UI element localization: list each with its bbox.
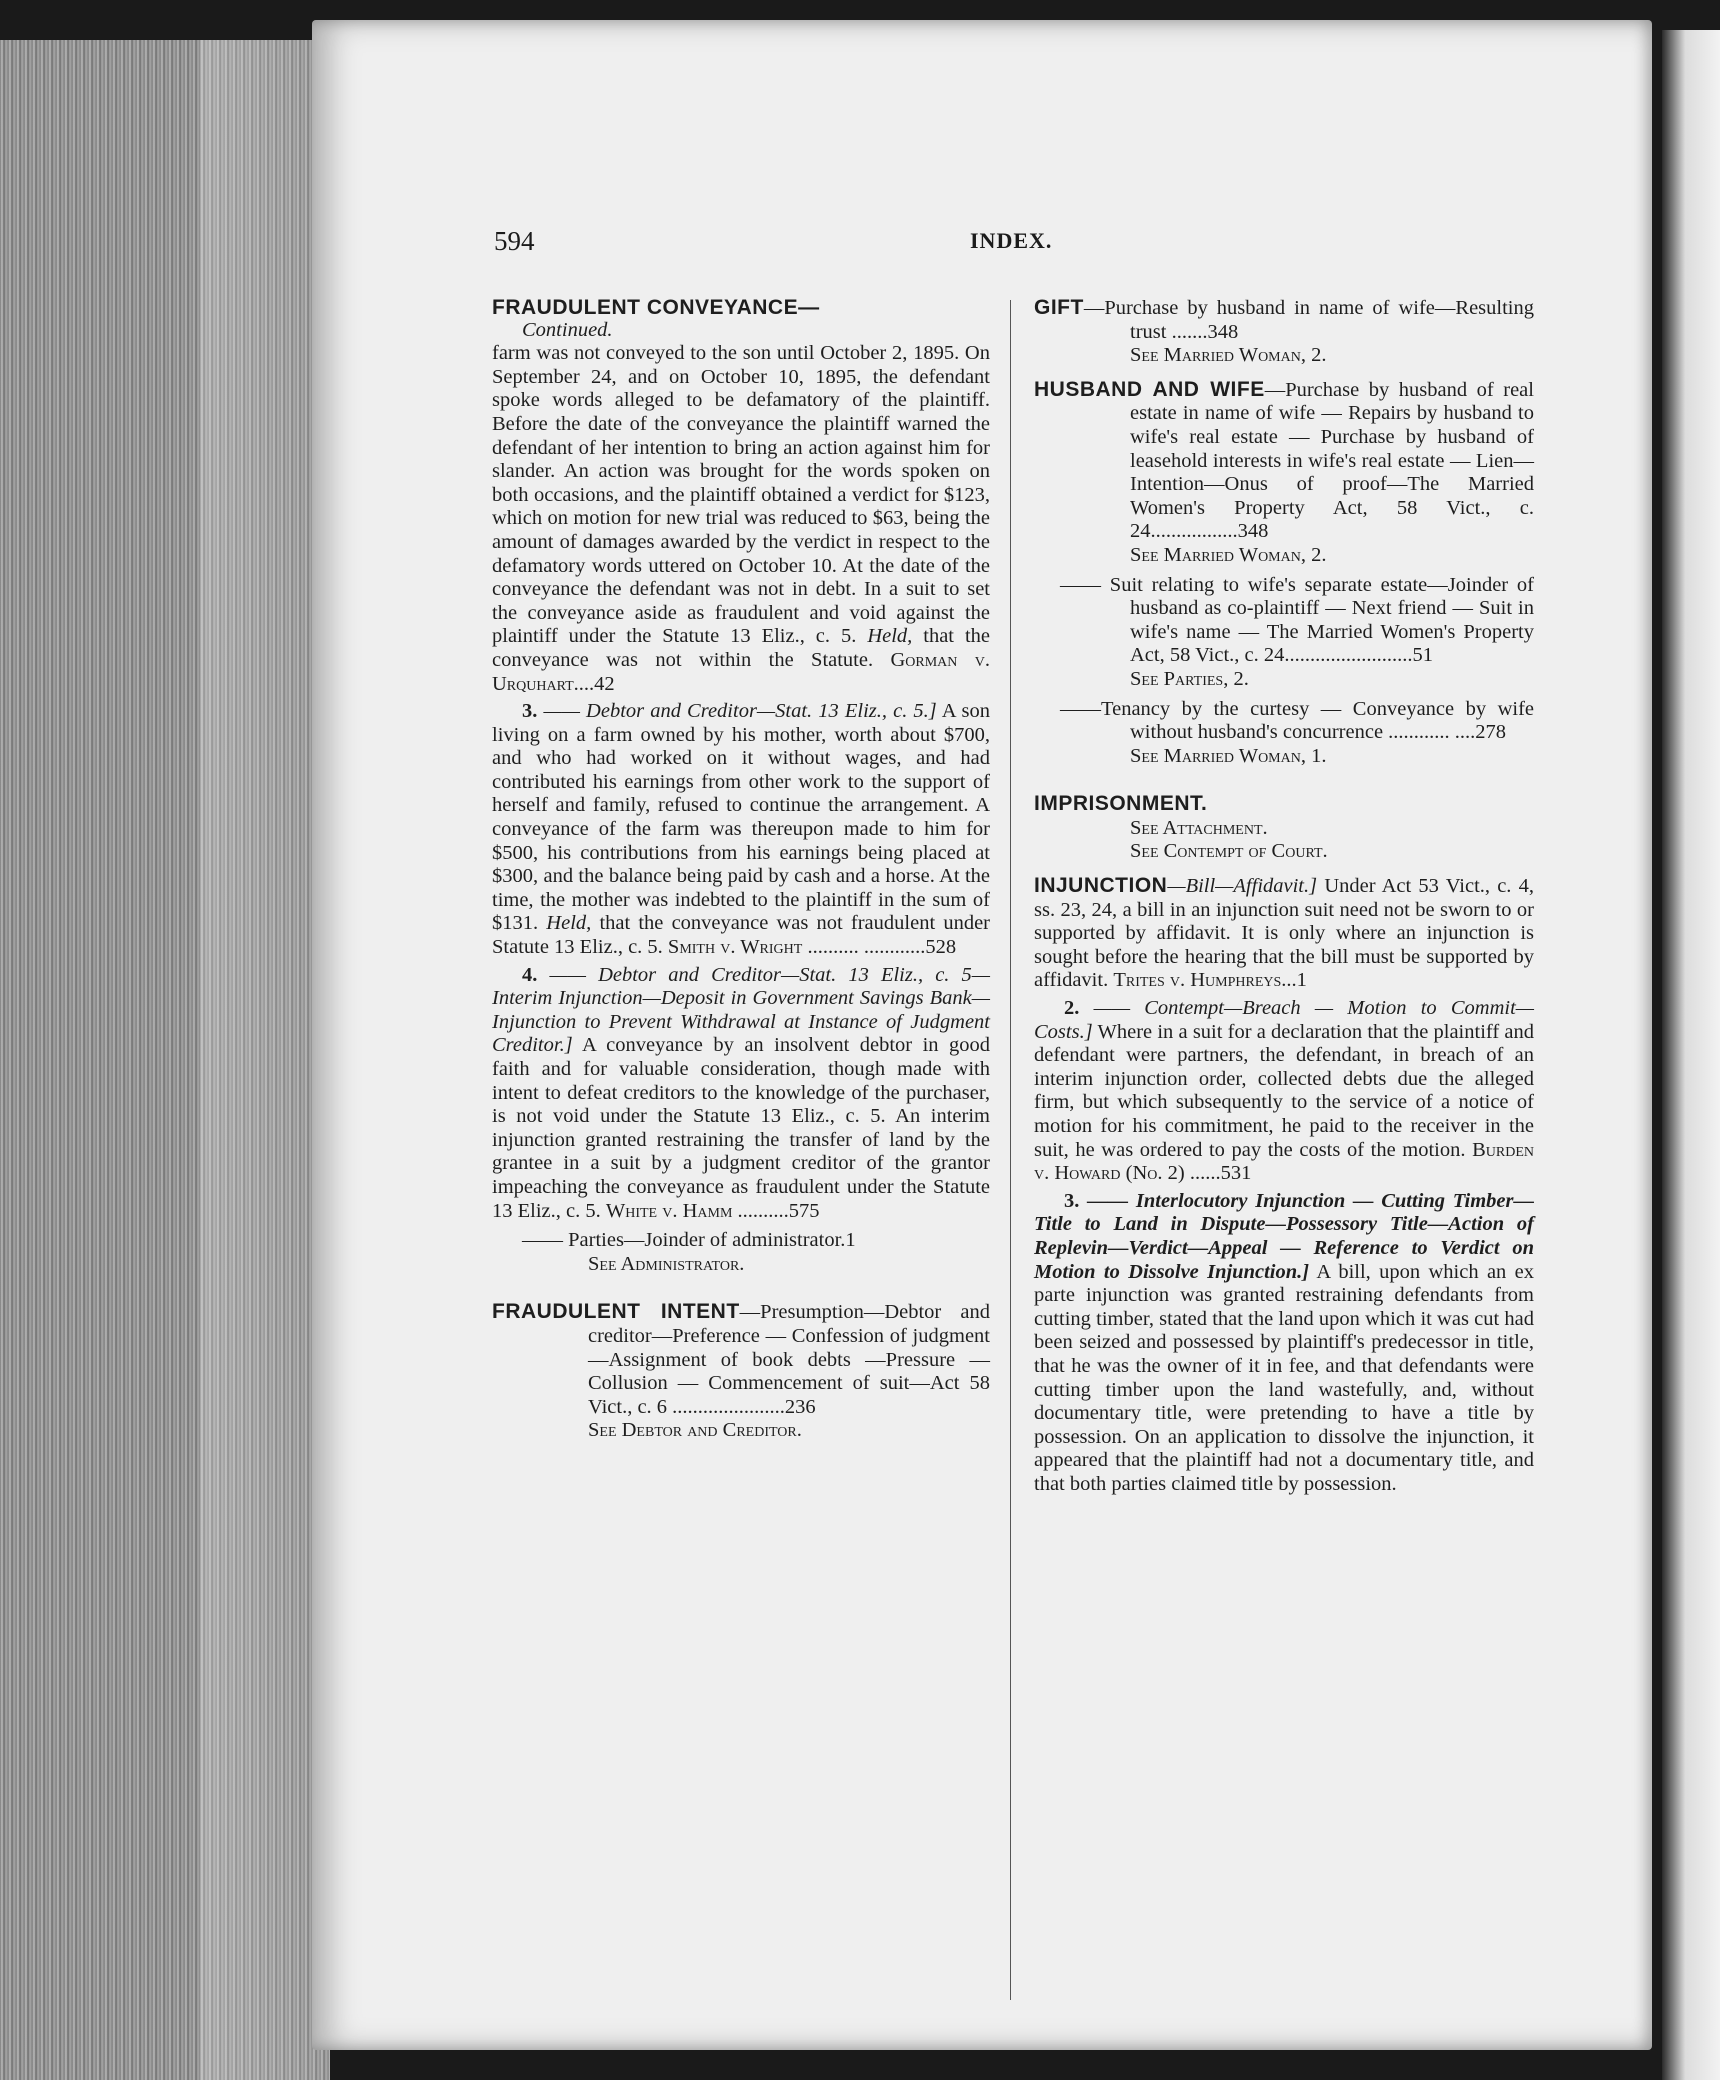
entry-gift bbox=[1034, 296, 1534, 344]
entry-fraudulent-intent bbox=[492, 1300, 990, 1419]
book-page-edges bbox=[0, 40, 330, 2080]
entry-number: 4. bbox=[522, 963, 538, 986]
see-also bbox=[1034, 344, 1534, 368]
entry-body-tail: that the conveyance was not within the Statute. bbox=[492, 625, 990, 671]
entry-subtitle: —Bill—Affidavit.] bbox=[1167, 875, 1318, 898]
case-name: Trites v. Humphreys bbox=[1113, 969, 1282, 992]
entry-number: 3. bbox=[522, 700, 538, 723]
entry-text bbox=[492, 342, 990, 696]
entry-number: 3. bbox=[1064, 1189, 1080, 1212]
page-number: 594 bbox=[494, 226, 535, 256]
entry-parties bbox=[492, 1229, 990, 1253]
see-reference: See Married Woman, 1. bbox=[1130, 744, 1327, 767]
held-label: Held, bbox=[867, 625, 913, 648]
entry-injunction bbox=[1034, 874, 1534, 993]
entry-3 bbox=[492, 700, 990, 960]
entry-husband-and-wife bbox=[1034, 378, 1534, 544]
entry-body: A bill, upon which an ex parte injunction was granted restraining defendants from cutting timber, stated that the land upon which it was cut had been seized and possessed by plaintiff's predecessor in title, that he was the owner of it in fee, and that defendants were cutting timber upon the land wastefully, and, without documentary title, were pretending to have a title by possession. On an application to dissolve the injunction, it appeared that the plaintiff had not a documentary title, and that both parties claimed title by possession. bbox=[1034, 1260, 1534, 1495]
see-reference: See Administrator. bbox=[588, 1252, 745, 1275]
entry-body: farm was not conveyed to the son until October 2, 1895. On September 24, and on October 10, 1895, the defendant spoke words alleged to be defamatory of the plaintiff. Before the date of the conveyance the plaintiff warned the defendant of her intention to bring an action against him for slander. An action was brought for the words spoken on both occasions, and the plaintiff obtained a verdict for $123, which on motion for new trial was reduced to $63, being the amount of damages awarded by the verdict in respect to the defamatory words uttered on October 10. At the date of the conveyance the defendant was not in debt. In a suit to set the conveyance aside as fraudulent and void against the plaintiff under the Statute 13 Eliz., c. 5. bbox=[492, 342, 990, 648]
see-also bbox=[1034, 745, 1534, 769]
entry-fraudulent-conveyance bbox=[492, 296, 990, 696]
entry-body: A conveyance by an insolvent debtor in good faith and for valuable consideration, though made with intent to defeat creditors to the knowledge of the purchaser, is not void under the Statute 13 Eliz., c. 5. An interim injunction granted restraining the transfer of land by the grantee in a suit by a judgment creditor of the grantor impeaching the conveyance as fraudulent under the Statute 13 Eliz., c. 5. bbox=[492, 1034, 990, 1222]
entry-injunction-3 bbox=[1034, 1190, 1534, 1497]
entry-subtitle: —— Interlocutory Injunction — Cutting Timber—Title to Land in Dispute—Possessory Title—Action of Replevin—Verdict—Appeal — Reference to Verdict on Motion to Dissolve Injunction.] bbox=[1034, 1189, 1535, 1283]
left-column bbox=[492, 296, 990, 1443]
entry-heading: FRAUDULENT INTENT bbox=[492, 1300, 740, 1324]
entry-imprisonment bbox=[1034, 792, 1534, 817]
case-name: Burden v. Howard (No. 2) bbox=[1034, 1138, 1535, 1185]
entry-number: 2. bbox=[1064, 997, 1080, 1020]
see-also bbox=[1034, 817, 1534, 841]
entry-body: —Purchase by husband of real estate in name of wife — Repairs by husband to wife's real estate — Purchase by husband of leasehold interests in wife's real estate — Lien—Intention—Onus of proof—The Married Women's Property Act, 58 Vict., c. 24.................348 bbox=[1130, 378, 1534, 543]
see-also bbox=[492, 1253, 990, 1277]
page-ref: ..........575 bbox=[737, 1199, 820, 1222]
entry-subtitle: —— Contempt—Breach — Motion to Commit—Costs.] bbox=[1034, 997, 1535, 1043]
next-page-edge bbox=[1662, 30, 1720, 2080]
entry-body: —Presumption—Debtor and creditor—Preference — Confession of judgment—Assignment of book debts —Pressure — Collusion — Commencement of suit—Act 58 Vict., c. 6 ......................236 bbox=[588, 1301, 990, 1418]
entry-heading: GIFT bbox=[1034, 296, 1084, 319]
page-ref: ....42 bbox=[573, 672, 615, 695]
see-reference: See Contempt of Court. bbox=[1130, 840, 1328, 863]
see-also bbox=[492, 1419, 990, 1443]
entry-body-tail: that the conveyance was not fraudulent under Statute 13 Eliz., c. 5. bbox=[492, 912, 990, 959]
see-reference: See Married Woman, 2. bbox=[1130, 344, 1327, 367]
entry-injunction-2 bbox=[1034, 997, 1534, 1186]
see-reference: See Parties, 2. bbox=[1130, 667, 1249, 690]
entry-subtitle: —— Debtor and Creditor—Stat. 13 Eliz., c. 5.] bbox=[543, 700, 937, 723]
see-also bbox=[1034, 668, 1534, 692]
see-reference: See Married Woman, 2. bbox=[1130, 543, 1327, 566]
entry-4 bbox=[492, 964, 990, 1224]
entry-suit-wife-estate bbox=[1034, 574, 1534, 668]
entry-heading: HUSBAND AND WIFE bbox=[1034, 377, 1265, 401]
entry-body: —— Suit relating to wife's separate estate—Joinder of husband as co-plaintiff — Next friend — Suit in wife's name — The Married Women's Property Act, 58 Vict., c. 24.........................51 bbox=[1060, 573, 1534, 667]
right-column bbox=[1034, 296, 1534, 1497]
entry-body: Where in a suit for a declaration that the plaintiff and defendant were partners, the defendant, in breach of an interim injunction order, collected debts due the alleged firm, but which subsequently to the service of a notice of motion for his commitment, he paid to the receiver in the suit, he was ordered to pay the costs of the motion. bbox=[1034, 1020, 1534, 1161]
held-label: Held, bbox=[546, 912, 592, 935]
case-name: White v. Hamm bbox=[605, 1199, 733, 1222]
entry-body: Under Act 53 Vict., c. 4, ss. 23, 24, a bill in an injunction suit need not be sworn to or supported by affidavit. It is only where an injunction is sought before the hearing that the bill must be supported by affidavit. bbox=[1034, 875, 1534, 992]
page-ref: ...1 bbox=[1281, 969, 1307, 992]
entry-heading: FRAUDULENT CONVEYANCE— bbox=[492, 296, 820, 319]
entry-heading: INJUNCTION bbox=[1034, 874, 1168, 898]
case-name: Gorman v. Urquhart bbox=[492, 648, 990, 695]
entry-body: —Purchase by husband in name of wife—Resulting trust .......348 bbox=[1083, 297, 1534, 343]
see-reference: See Debtor and Creditor. bbox=[588, 1419, 802, 1442]
entry-tenancy-curtesy bbox=[1034, 698, 1534, 745]
page-title: INDEX. bbox=[970, 228, 1053, 253]
continued-label: Continued. bbox=[522, 318, 613, 341]
see-also bbox=[1034, 840, 1534, 864]
page-header bbox=[494, 226, 1534, 266]
entry-body: —— Parties—Joinder of administrator.1 bbox=[522, 1229, 856, 1252]
entry-subtitle: —— Debtor and Creditor—Stat. 13 Eliz., c. 5—Interim Injunction—Deposit in Government Savings Bank—Injunction to Prevent Withdrawal at Instance of Judgment Creditor.] bbox=[492, 963, 991, 1057]
case-name: Smith v. Wright bbox=[667, 936, 803, 959]
entry-body: ——Tenancy by the curtesy — Conveyance by wife without husband's concurrence ............ ....278 bbox=[1060, 697, 1534, 744]
column-divider bbox=[1010, 300, 1011, 2000]
page-ref: ......531 bbox=[1189, 1162, 1252, 1185]
page-ref: .......... ............528 bbox=[807, 936, 957, 959]
entry-heading: IMPRISONMENT. bbox=[1034, 792, 1208, 816]
see-reference: See Attachment. bbox=[1130, 816, 1268, 839]
see-also bbox=[1034, 544, 1534, 568]
entry-body: A son living on a farm owned by his mother, worth about $700, and who had worked on it without wages, and had contributed his earnings from other work to the support of herself and family, refused to continue the arrangement. A conveyance of the farm was thereupon made to him for $500, his contributions from his earnings being placed at $300, and the balance being paid by cash and a horse. At the time, the mother was indebted to the plaintiff in the sum of $131. bbox=[492, 700, 990, 935]
